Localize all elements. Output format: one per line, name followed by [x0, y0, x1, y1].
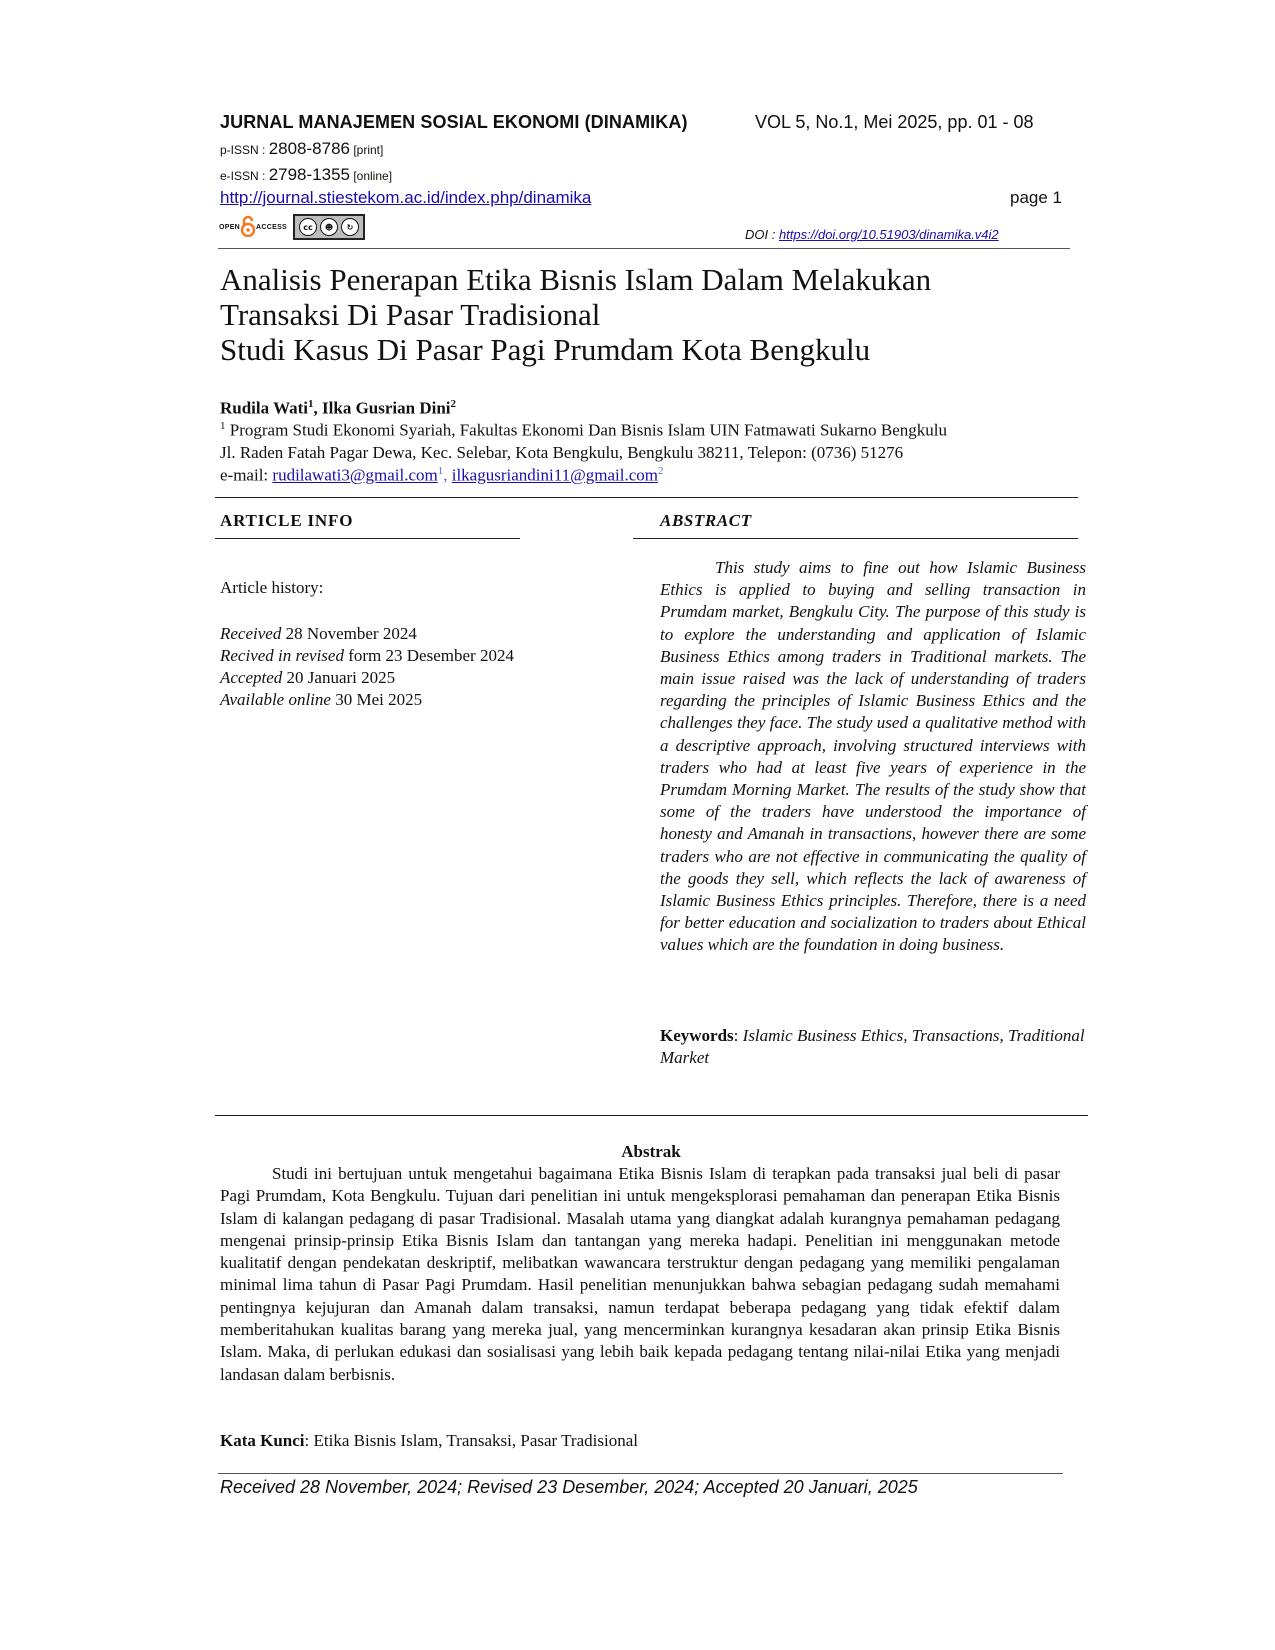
- affiliation-sup: 1: [220, 420, 226, 432]
- open-access-lock-icon: [240, 215, 256, 239]
- history-accepted: [220, 667, 514, 689]
- keywords-label: Keywords: [660, 1026, 734, 1045]
- authors-divider: [215, 497, 1078, 498]
- email-link-1[interactable]: rudilawati3@gmail.com: [272, 465, 438, 485]
- email-2-sup: 2: [657, 465, 664, 477]
- p-issn-type: [print]: [350, 143, 384, 157]
- footer-divider: [218, 1473, 1063, 1474]
- abstract-divider: [633, 538, 1078, 539]
- abstract-text: This study aims to fine out how Islamic Business Ethics is applied to buying and selling transaction in Prumdam market, Bengkulu City. The purpose of this study is to explore the understanding and application of Islamic Business Ethics among traders in Traditional markets. The main issue raised was the lack of understanding of traders regarding the principles of Islamic Business Ethics and the challenges they face. The study used a qualitative method with a descriptive approach, involving structured interviews with traders who had at least five years of experience in the Prumdam Morning Market. The results of the study show that some of the traders have understood the importance of honesty and Amanah in transactions, however there are some traders who are not effective in communicating the quality of the goods they sell, which reflects the lack of awareness of Islamic Business Ethics principles. Therefore, there is a need for better education and socialization to traders about Ethical values which are the foundation in doing business.: [660, 558, 1086, 955]
- author-2-sup: 2: [450, 398, 457, 410]
- article-info-heading: ARTICLE INFO: [220, 511, 354, 530]
- history-revised: [220, 645, 514, 667]
- address: Jl. Raden Fatah Pagar Dewa, Kec. Selebar, Kota Bengkulu, Bengkulu 38211, Telepon: (0736) 51276: [220, 443, 904, 462]
- by-icon: ☻: [320, 218, 338, 236]
- title-line-3: Studi Kasus Di Pasar Pagi Prumdam Kota Bengkulu: [220, 332, 871, 367]
- header-divider: [218, 248, 1070, 249]
- online-label: Available online: [220, 690, 331, 709]
- p-issn-line: [220, 139, 383, 159]
- title-line-1: Analisis Penerapan Etika Bisnis Islam Dalam Melakukan: [220, 262, 932, 297]
- abstrak-heading: Abstrak: [621, 1142, 681, 1161]
- received-label: Received: [220, 624, 282, 643]
- online-value: 30 Mei 2025: [330, 690, 423, 709]
- open-access-text-right: ACCESS: [256, 223, 288, 231]
- abstract-heading: ABSTRACT: [660, 511, 752, 530]
- accepted-label: Accepted: [220, 668, 283, 687]
- doi-line: [745, 227, 999, 243]
- title-line-2: Transaksi Di Pasar Tradisional: [220, 297, 601, 332]
- kata-kunci: [220, 1431, 638, 1451]
- email-separator: ,: [443, 465, 452, 485]
- open-access-logo: [219, 215, 287, 239]
- open-access-text-left: OPEN: [219, 223, 241, 231]
- article-history-label: Article history:: [220, 578, 324, 597]
- doi-label: DOI :: [745, 227, 779, 242]
- revised-label: Recived in revised: [220, 646, 344, 665]
- author-separator: ,: [313, 398, 323, 418]
- kata-kunci-label: Kata Kunci: [220, 1431, 305, 1450]
- p-issn-label: p-ISSN :: [220, 143, 269, 157]
- keywords-value: Islamic Business Ethics, Transactions, Traditional Market: [660, 1026, 1085, 1067]
- journal-url-link[interactable]: http://journal.stiestekom.ac.id/index.php/dinamika: [220, 188, 592, 207]
- cc-by-sa-badge: [293, 214, 365, 240]
- doi-link[interactable]: https://doi.org/10.51903/dinamika.v4i2: [778, 227, 999, 242]
- license-badges: [219, 214, 365, 240]
- journal-title: JURNAL MANAJEMEN SOSIAL EKONOMI (DINAMIKA): [220, 112, 688, 132]
- kata-kunci-value: Etika Bisnis Islam, Transaksi, Pasar Tradisional: [313, 1431, 638, 1450]
- keywords-separator: :: [733, 1026, 743, 1045]
- email-1-sup: 1: [437, 465, 444, 477]
- author-2: Ilka Gusrian Dini: [322, 398, 451, 418]
- email-label: e-mail:: [220, 465, 273, 485]
- abstrak-divider: [215, 1115, 1088, 1116]
- revised-value: form 23 Desember 2024: [343, 646, 514, 665]
- cc-icon: cc: [299, 218, 317, 236]
- e-issn-number: 2798-1355: [268, 165, 350, 184]
- kata-kunci-separator: :: [304, 1431, 314, 1450]
- history-online: [220, 689, 514, 711]
- history-received: [220, 623, 514, 645]
- authors: [220, 398, 456, 419]
- article-history: [220, 623, 514, 711]
- author-1-sup: 1: [308, 398, 314, 410]
- received-value: 28 November 2024: [281, 624, 417, 643]
- sa-icon: ↻: [341, 218, 359, 236]
- paper-title: [220, 262, 931, 367]
- volume-info: VOL 5, No.1, Mei 2025, pp. 01 - 08: [755, 112, 1034, 132]
- email-link-2[interactable]: ilkagusriandini11@gmail.com: [451, 465, 658, 485]
- page-number: page 1: [1010, 188, 1062, 207]
- keywords-en: [660, 1025, 1086, 1069]
- email-line: [220, 465, 663, 486]
- e-issn-type: [online]: [350, 169, 393, 183]
- e-issn-label: e-ISSN :: [220, 169, 269, 183]
- footer-dates: Received 28 November, 2024; Revised 23 Desember, 2024; Accepted 20 Januari, 2025: [220, 1477, 918, 1497]
- accepted-value: 20 Januari 2025: [282, 668, 396, 687]
- author-1: Rudila Wati: [220, 398, 309, 418]
- affiliation-text: Program Studi Ekonomi Syariah, Fakultas Ekonomi Dan Bisnis Islam UIN Fatmawati Sukarno Bengkulu: [225, 420, 947, 440]
- e-issn-line: [220, 165, 392, 185]
- p-issn-number: 2808-8786: [268, 139, 350, 158]
- article-info-divider: [215, 538, 520, 539]
- affiliation: [220, 420, 947, 441]
- abstrak-text: Studi ini bertujuan untuk mengetahui bagaimana Etika Bisnis Islam di terapkan pada transaksi jual beli di pasar Pagi Prumdam, Kota Bengkulu. Tujuan dari penelitian ini untuk mengeksplorasi pemahaman dan penerapan Etika Bisnis Islam di kalangan pedagang di pasar Tradisional. Masalah utama yang diangkat adalah kurangnya pemahaman pedagang mengenai prinsip-prinsip Etika Bisnis Islam dan tantangan yang mereka hadapi. Penelitian ini menggunakan metode kualitatif dengan pendekatan deskriptif, melibatkan wawancara terstruktur dengan pedagang yang memiliki pengalaman minimal lima tahun di Pasar Pagi Prumdam. Hasil penelitian menunjukkan bahwa sebagian pedagang sudah memahami pentingnya kejujuran dan Amanah dalam transaksi, namun terdapat beberapa pedagang yang tidak efektif dalam memberitahukan kualitas barang yang mereka jual, yang mencerminkan kurangnya kesadaran akan prinsip Etika Bisnis Islam. Maka, di perlukan edukasi dan sosialisasi yang lebih baik kepada pedagang tentang nilai-nilai Etika yang menjadi landasan dalam berbisnis.: [220, 1164, 1060, 1384]
